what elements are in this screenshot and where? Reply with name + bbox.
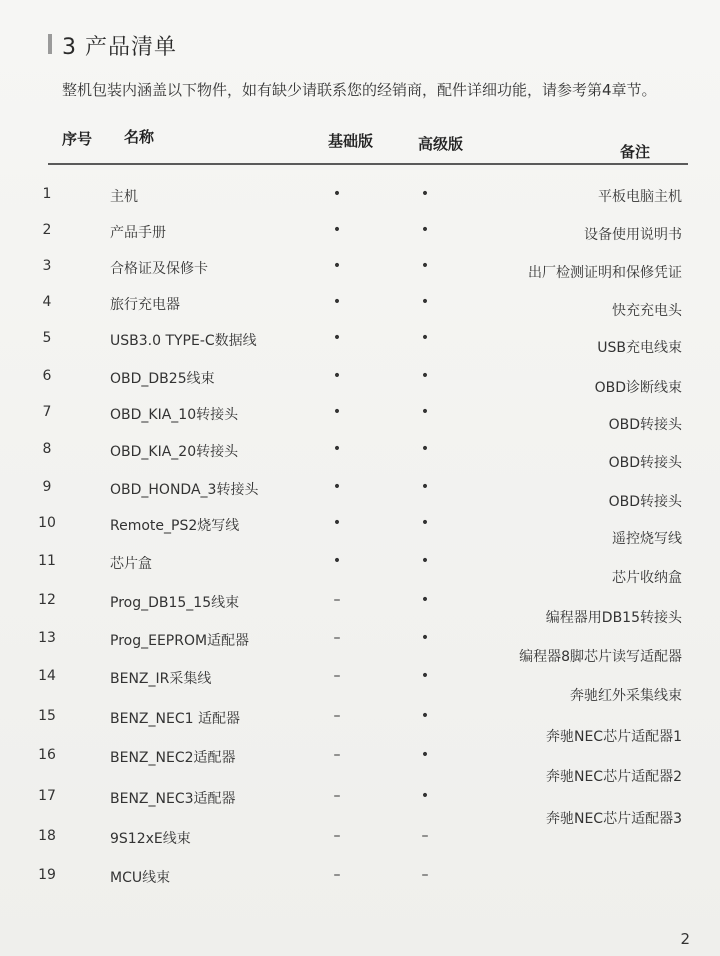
item-note: 设备使用说明书 xyxy=(584,227,682,243)
row-number: 15 xyxy=(38,708,56,724)
row-number: 13 xyxy=(38,630,56,646)
table-row xyxy=(0,258,720,288)
item-name: BENZ_NEC1 适配器 xyxy=(110,711,240,727)
advanced-edition-mark: • xyxy=(420,186,430,202)
item-note: 芯片收纳盒 xyxy=(612,570,682,586)
basic-edition-mark: • xyxy=(332,479,342,495)
advanced-edition-mark: • xyxy=(420,330,430,346)
item-name: Remote_PS2烧写线 xyxy=(110,518,240,534)
table-row xyxy=(0,330,720,360)
basic-edition-mark: – xyxy=(333,592,341,608)
item-name: 芯片盒 xyxy=(110,556,152,572)
item-name: Prog_DB15_15线束 xyxy=(110,595,240,611)
item-note: 奔驰NEC芯片适配器1 xyxy=(545,729,682,745)
item-note: 奔驰NEC芯片适配器2 xyxy=(545,769,682,785)
basic-edition-mark: – xyxy=(333,708,341,724)
table-row xyxy=(0,788,720,827)
advanced-edition-mark: • xyxy=(420,708,430,724)
advanced-edition-mark: • xyxy=(420,553,430,569)
item-note: 平板电脑主机 xyxy=(598,189,682,205)
basic-edition-mark: • xyxy=(332,515,342,531)
row-number: 16 xyxy=(38,747,56,763)
item-name: 9S12xE线束 xyxy=(110,831,191,847)
item-note: 出厂检测证明和保修凭证 xyxy=(528,265,682,281)
item-note: 编程器8脚芯片读写适配器 xyxy=(519,649,682,665)
title-accent-bar xyxy=(48,34,52,54)
row-number: 6 xyxy=(42,368,52,384)
advanced-edition-mark: • xyxy=(420,441,430,457)
col-header-basic: 基础版 xyxy=(328,132,374,150)
advanced-edition-mark: • xyxy=(420,747,430,763)
item-note: 奔驰NEC芯片适配器3 xyxy=(545,811,682,827)
row-number: 2 xyxy=(42,222,52,238)
row-number: 8 xyxy=(42,441,52,457)
item-note: USB充电线束 xyxy=(597,340,682,356)
row-number: 9 xyxy=(42,479,52,495)
advanced-edition-mark: – xyxy=(421,828,429,844)
item-name: 产品手册 xyxy=(110,225,166,241)
advanced-edition-mark: • xyxy=(420,788,430,804)
basic-edition-mark: • xyxy=(332,404,342,420)
advanced-edition-mark: • xyxy=(420,630,430,646)
intro-text: 整机包装内涵盖以下物件，如有缺少请联系您的经销商，配件详细功能，请参考第4章节。 xyxy=(62,81,657,99)
col-header-no: 序号 xyxy=(62,130,93,148)
table-row xyxy=(0,479,720,509)
table-row xyxy=(0,708,720,745)
item-name: MCU线束 xyxy=(110,870,171,886)
basic-edition-mark: – xyxy=(333,828,341,844)
table-row xyxy=(0,828,720,858)
col-header-note: 备注 xyxy=(620,143,651,161)
table-row xyxy=(0,515,720,545)
basic-edition-mark: – xyxy=(333,788,341,804)
row-number: 12 xyxy=(38,592,56,608)
row-number: 14 xyxy=(38,668,56,684)
item-name: Prog_EEPROM适配器 xyxy=(110,633,250,649)
header-divider xyxy=(48,163,688,165)
table-row xyxy=(0,867,720,897)
basic-edition-mark: • xyxy=(332,258,342,274)
basic-edition-mark: – xyxy=(333,747,341,763)
basic-edition-mark: – xyxy=(333,630,341,646)
basic-edition-mark: • xyxy=(332,294,342,310)
advanced-edition-mark: • xyxy=(420,479,430,495)
item-name: BENZ_NEC2适配器 xyxy=(110,750,236,766)
table-row xyxy=(0,404,720,434)
item-note: 奔驰红外采集线束 xyxy=(570,688,682,704)
item-name: OBD_DB25线束 xyxy=(110,371,215,387)
col-header-advanced: 高级版 xyxy=(418,135,464,153)
item-name: BENZ_NEC3适配器 xyxy=(110,791,236,807)
item-name: USB3.0 TYPE-C数据线 xyxy=(110,333,257,349)
row-number: 5 xyxy=(42,330,52,346)
advanced-edition-mark: • xyxy=(420,515,430,531)
table-row xyxy=(0,630,720,665)
item-note: 编程器用DB15转接头 xyxy=(545,610,682,626)
table-row xyxy=(0,441,720,471)
basic-edition-mark: • xyxy=(332,368,342,384)
basic-edition-mark: – xyxy=(333,668,341,684)
basic-edition-mark: • xyxy=(332,186,342,202)
page-number: 2 xyxy=(680,930,690,948)
section-title: 3 产品清单 xyxy=(62,35,177,60)
row-number: 18 xyxy=(38,828,56,844)
item-name: OBD_KIA_20转接头 xyxy=(110,444,239,460)
basic-edition-mark: • xyxy=(332,441,342,457)
row-number: 11 xyxy=(38,553,56,569)
item-note: OBD转接头 xyxy=(608,455,682,471)
advanced-edition-mark: • xyxy=(420,668,430,684)
row-number: 19 xyxy=(38,867,56,883)
item-name: 主机 xyxy=(110,189,138,205)
table-row xyxy=(0,222,720,252)
basic-edition-mark: • xyxy=(332,222,342,238)
table-row xyxy=(0,368,720,398)
item-name: 合格证及保修卡 xyxy=(110,261,208,277)
row-number: 10 xyxy=(38,515,56,531)
item-note: OBD转接头 xyxy=(608,417,682,433)
item-name: OBD_HONDA_3转接头 xyxy=(110,482,259,498)
table-row xyxy=(0,553,720,586)
item-name: BENZ_IR采集线 xyxy=(110,671,212,687)
row-number: 17 xyxy=(38,788,56,804)
advanced-edition-mark: – xyxy=(421,867,429,883)
table-row xyxy=(0,747,720,785)
item-note: 遥控烧写线 xyxy=(612,531,682,547)
row-number: 1 xyxy=(42,186,52,202)
table-row xyxy=(0,294,720,324)
advanced-edition-mark: • xyxy=(420,294,430,310)
item-note: OBD诊断线束 xyxy=(594,380,682,396)
advanced-edition-mark: • xyxy=(420,258,430,274)
basic-edition-mark: – xyxy=(333,867,341,883)
col-header-name: 名称 xyxy=(124,128,155,146)
advanced-edition-mark: • xyxy=(420,592,430,608)
item-name: 旅行充电器 xyxy=(110,297,180,313)
advanced-edition-mark: • xyxy=(420,222,430,238)
row-number: 3 xyxy=(42,258,52,274)
basic-edition-mark: • xyxy=(332,553,342,569)
advanced-edition-mark: • xyxy=(420,368,430,384)
basic-edition-mark: • xyxy=(332,330,342,346)
row-number: 7 xyxy=(42,404,52,420)
item-note: OBD转接头 xyxy=(608,494,682,510)
table-row xyxy=(0,186,720,216)
row-number: 4 xyxy=(42,294,52,310)
table-row xyxy=(0,668,720,704)
item-name: OBD_KIA_10转接头 xyxy=(110,407,239,423)
item-note: 快充充电头 xyxy=(612,303,682,319)
advanced-edition-mark: • xyxy=(420,404,430,420)
table-row xyxy=(0,592,720,626)
